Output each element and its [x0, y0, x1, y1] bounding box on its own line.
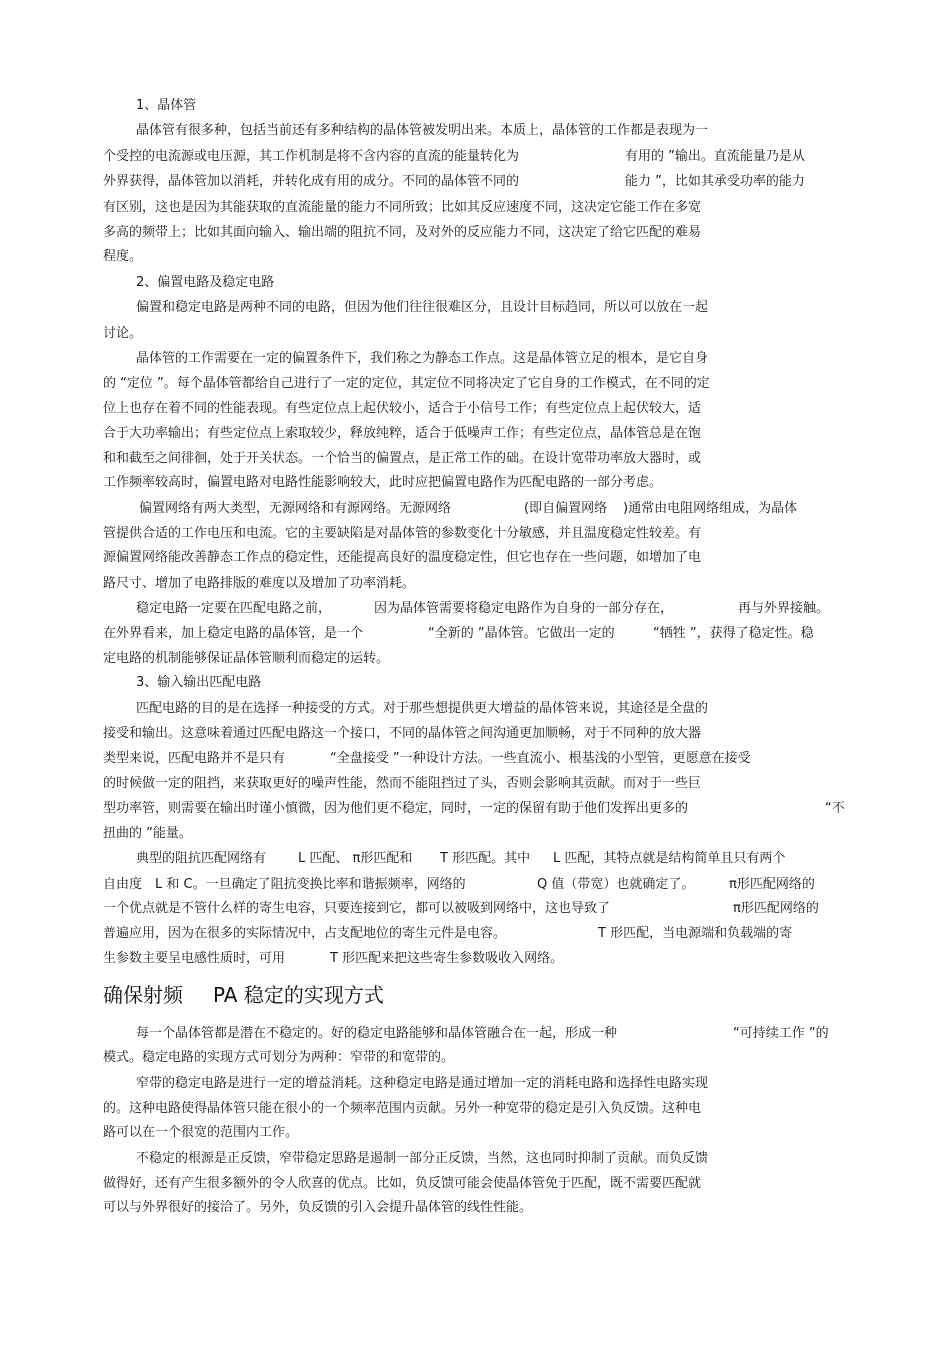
text-line: 普遍应用，因为在很多的实际情况中，占支配地位的寄生元件是电容。 [103, 926, 507, 941]
text-line: 管提供合适的工作电压和电流。它的主要缺陷是对晶体管的参数变化十分敏感，并且温度稳定性较差。有 [103, 526, 702, 541]
text-line: 做得好，还有产生很多额外的令人欣喜的优点。比如，负反馈可能会使晶体管免于匹配，既不需要匹配就 [103, 1176, 702, 1191]
text-line: 定电路的机制能够保证晶体管顺利而稳定的运转。 [103, 651, 390, 666]
text-line: 和和截至之间徘徊，处于开关状态。一个恰当的偏置点，是正常工作的础。在设计宽带功率放大器时，或 [103, 451, 702, 466]
section-heading-part1: 确保射频 [103, 983, 183, 1007]
text-line: 典型的阻抗匹配网络有 [136, 851, 267, 866]
text-line: π形匹配网络的 [729, 877, 815, 892]
text-line: 一个优点就是不管什么样的寄生电容，只要连接到它，都可以被吸到网络中，这也导致了 [103, 901, 611, 916]
text-line: 再与外界接触。 [738, 601, 830, 616]
text-line: 接受和输出。这意味着通过匹配电路这一个接口，不同的晶体管之间沟通更加顺畅，对于不同种的放大器 [103, 726, 702, 741]
text-line: 匹配电路的目的是在选择一种接受的方式。对于那些想提供更大增益的晶体管来说，其途径是全盘的 [136, 701, 709, 716]
text-line: 窄带的稳定电路是进行一定的增益消耗。这种稳定电路是通过增加一定的消耗电路和选择性电路实现 [136, 1076, 709, 1091]
text-line: 1、晶体管 [136, 98, 197, 113]
text-line: 源偏置网络能改善静态工作点的稳定性，还能提高良好的温度稳定性，但它也存在一些问题，如增加了电 [103, 550, 702, 565]
text-line: L 匹配、 π形匹配和 [298, 851, 413, 866]
text-line: )通常由电阻网络组成，为晶体 [623, 501, 798, 516]
text-line: 能力 ”，比如其承受功率的能力 [625, 174, 805, 189]
text-line: “全盘接受 ”一种设计方法。一些直流小、根基浅的小型管，更愿意在接受 [330, 751, 751, 766]
text-line: T 形匹配，当电源端和负载端的寄 [598, 926, 793, 941]
text-line: 路尺寸、增加了电路排版的难度以及增加了功率消耗。 [103, 576, 416, 591]
text-line: 每一个晶体管都是潜在不稳定的。好的稳定电路能够和晶体管融合在一起，形成一种 [136, 1026, 618, 1041]
text-line: 程度。 [103, 249, 143, 264]
text-line: 稳定电路一定要在匹配电路之前， [136, 601, 332, 616]
text-line: 的。这种电路使得晶体管只能在很小的一个频率范围内贡献。另外一种宽带的稳定是引入负反馈。这种电 [103, 1101, 702, 1116]
text-line: 路可以在一个很宽的范围内工作。 [103, 1125, 299, 1140]
text-line: T 形匹配来把这些寄生参数吸收入网络。 [330, 951, 564, 966]
text-line: π形匹配网络的 [733, 901, 819, 916]
text-line: 型功率管，则需要在输出时谨小慎微，因为他们更不稳定，同时，一定的保留有助于他们发挥出更多的 [103, 801, 689, 816]
text-line: 模式。稳定电路的实现方式可划分为两种：窄带的和宽带的。 [103, 1050, 455, 1065]
text-line: 的时候做一定的阻挡，来获取更好的噪声性能，然而不能阻挡过了头，否则会影响其贡献。而对于一些巨 [103, 776, 702, 791]
text-line: 不稳定的根源是正反馈，窄带稳定思路是遏制一部分正反馈，当然，这也同时抑制了贡献。而负反馈 [136, 1151, 709, 1166]
text-line: 可以与外界很好的接洽了。另外，负反馈的引入会提升晶体管的线性性能。 [103, 1200, 533, 1215]
text-line: 2、偏置电路及稳定电路 [136, 275, 275, 290]
text-line: “不 [825, 801, 845, 816]
text-line: (即自偏置网络 [524, 501, 608, 516]
text-line: L 匹配，其特点就是结构简单且只有两个 [553, 851, 786, 866]
text-line: 3、输入输出匹配电路 [136, 675, 262, 690]
text-line: 工作频率较高时，偏置电路对电路性能影响较大，此时应把偏置电路作为匹配电路的一部分考虑。 [103, 475, 663, 490]
text-line: 偏置网络有两大类型，无源网络和有源网络。无源网络 [139, 501, 452, 516]
text-line: 因为晶体管需要将稳定电路作为自身的一部分存在， [374, 601, 674, 616]
text-line: 晶体管的工作需要在一定的偏置条件下，我们称之为静态工作点。这是晶体管立足的根本，是它自身 [136, 351, 709, 366]
text-line: 讨论。 [103, 326, 143, 341]
text-line: 有区别，这也是因为其能获取的直流能量的能力不同所致；比如其反应速度不同，这决定它能工作在多宽 [103, 200, 702, 215]
text-line: “全新的 ”晶体管。它做出一定的 [428, 626, 615, 641]
text-line: 在外界看来，加上稳定电路的晶体管，是一个 [103, 626, 364, 641]
text-line: 偏置和稳定电路是两种不同的电路，但因为他们往往很难区分，且设计目标趋同，所以可以放在一起 [136, 300, 709, 315]
text-line: 晶体管有很多种，包括当前还有多种结构的晶体管被发明出来。本质上，晶体管的工作都是表现为一 [136, 123, 709, 138]
text-line: 合于大功率输出；有些定位点上索取较少，释放纯粹，适合于低噪声工作；有些定位点，晶体管总是在饱 [103, 426, 702, 441]
text-line: 类型来说，匹配电路并不是只有 [103, 751, 286, 766]
text-line: 生参数主要呈电感性质时，可用 [103, 951, 286, 966]
text-line: 扭曲的 ”能量。 [103, 826, 192, 841]
text-line: 多高的频带上；比如其面向输入、输出端的阻抗不同，及对外的反应能力不同，这决定了给它匹配的难易 [103, 225, 702, 240]
section-heading-part2: PA 稳定的实现方式 [213, 983, 384, 1007]
text-line: L 和 C。一旦确定了阻抗变换比率和谐振频率，网络的 [155, 877, 466, 892]
text-line: 的 “定位 ”。每个晶体管都给自己进行了一定的定位，其定位不同将决定了它自身的工作模式，在不同的定 [103, 376, 710, 391]
text-line: 个受控的电流源或电压源，其工作机制是将不含内容的直流的能量转化为 [103, 149, 520, 164]
text-line: 位上也存在着不同的性能表现。有些定位点上起伏较小，适合于小信号工作；有些定位点上起伏较大，适 [103, 401, 702, 416]
text-line: 外界获得，晶体管加以消耗，并转化成有用的成分。不同的晶体管不同的 [103, 174, 520, 189]
text-line: Q 值（带宽）也就确定了。 [537, 877, 695, 892]
text-line: 自由度 [103, 877, 143, 892]
text-line: T 形匹配。其中 [440, 851, 531, 866]
text-line: “牺牲 ”，获得了稳定性。稳 [653, 626, 814, 641]
text-line: 有用的 ”输出。直流能量乃是从 [625, 149, 805, 164]
text-line: “可持续工作 ”的 [733, 1026, 829, 1041]
